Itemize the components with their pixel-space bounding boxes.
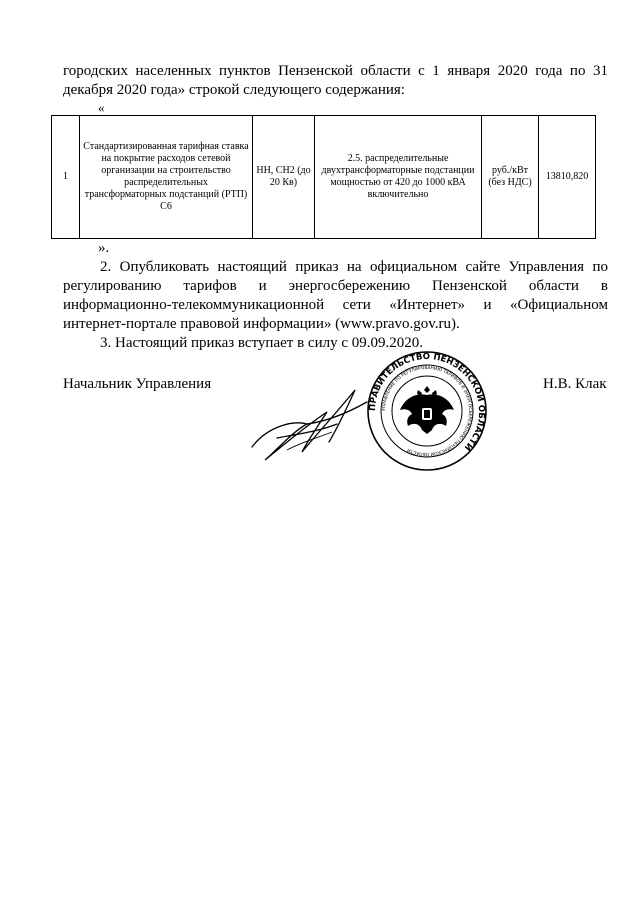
closing-quote: ». (98, 240, 110, 256)
point-2-line-2: регулированию тарифов и энергосбережению Пензенской области в (63, 278, 608, 294)
opening-quote: « (98, 100, 105, 115)
point-2-line-3: информационно-телекоммуникационной сети «Интернет» и «Официальном (63, 297, 608, 313)
intro-paragraph (63, 62, 608, 100)
intro-line-2: декабря 2020 года» строкой следующего содержания: (63, 82, 405, 98)
official-seal (366, 350, 488, 472)
point-2-line-1: 2. Опубликовать настоящий приказ на официальном сайте Управления по (100, 259, 608, 275)
coat-of-arms-icon (400, 386, 454, 434)
handwritten-signature (247, 372, 377, 472)
table-row (52, 116, 596, 239)
point-2-paragraph (63, 258, 608, 334)
voltage-cell: НН, СН2 (до 20 Кв) (253, 116, 315, 239)
row-number-cell: 1 (52, 116, 80, 239)
tariff-table (51, 115, 596, 239)
signatory-name: Н.В. Клак (543, 376, 607, 392)
description-cell: Стандартизированная тарифная ставка на покрытие расходов сетевой организации на строительство распределительных трансформаторных подстанций (РТП) С6 (80, 116, 253, 239)
intro-line-1: городских населенных пунктов Пензенской области с 1 января 2020 года по 31 (63, 63, 608, 79)
seal-outer-text: ПРАВИТЕЛЬСТВО ПЕНЗЕНСКОЙ ОБЛАСТИ (367, 351, 487, 453)
seal-inner-text: УПРАВЛЕНИЕ ПО РЕГУЛИРОВАНИЮ ТАРИФОВ И ЭНЕРГОСБЕРЕЖЕНИЮ ПЕНЗЕНСКОЙ ОБЛАСТИ (381, 365, 473, 457)
item-cell: 2.5. распределительные двухтрансформаторные подстанции мощностью от 420 до 1000 кВА включительно (315, 116, 482, 239)
unit-cell: руб./кВт (без НДС) (482, 116, 539, 239)
signatory-title: Начальник Управления (63, 376, 212, 392)
point-3-paragraph: 3. Настоящий приказ вступает в силу с 09.09.2020. (100, 335, 423, 351)
point-2-line-4: интернет-портале правовой информации» (www.pravo.gov.ru). (63, 316, 460, 332)
value-cell: 13810,820 (539, 116, 596, 239)
